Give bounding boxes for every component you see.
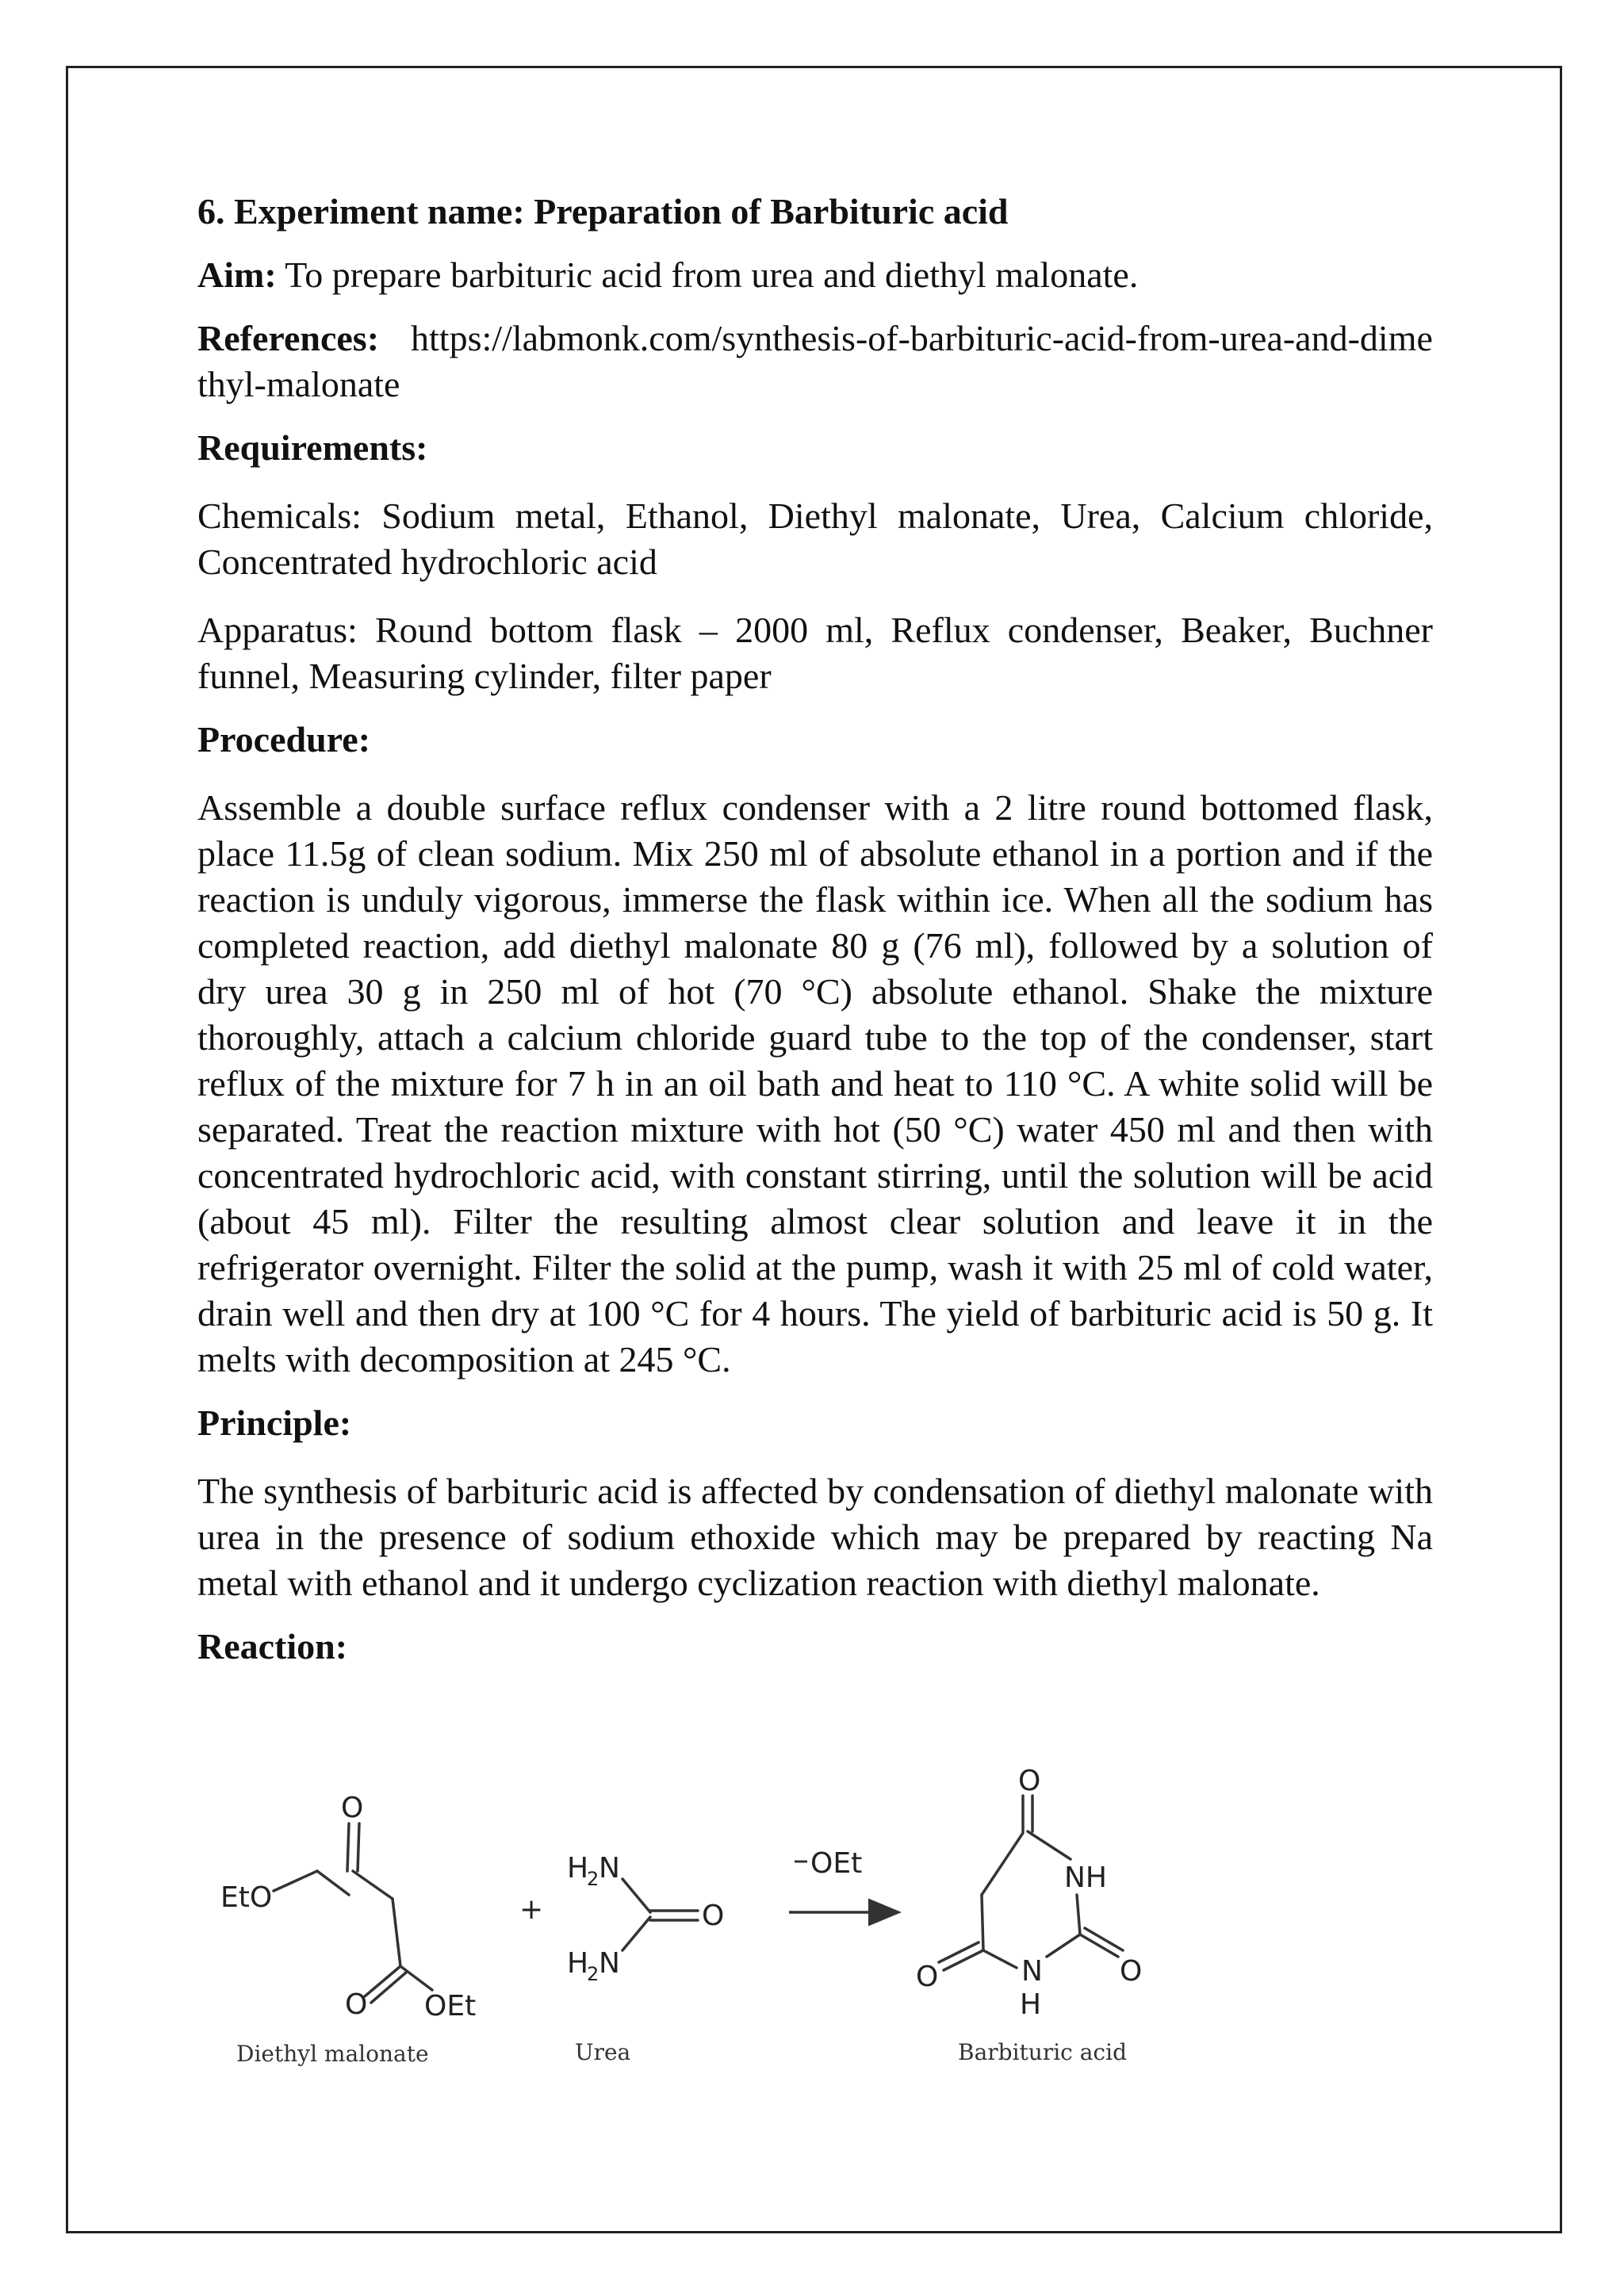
reaction-diagram bbox=[198, 1760, 1372, 2077]
principle-heading: Principle: bbox=[197, 1402, 352, 1443]
reagent-ethoxide: OEt bbox=[810, 1847, 863, 1880]
apparatus-paragraph: Apparatus: Round bottom flask – 2000 ml, Reflux condenser, Beaker, Buchner funnel, Measuring cylinder, filter paper bbox=[197, 610, 1433, 696]
plus-sign: + bbox=[519, 1893, 544, 1926]
requirements-heading: Requirements: bbox=[197, 427, 428, 468]
barbituric-h-bottom: H bbox=[1020, 1988, 1042, 2021]
urea-sub-bottom: 2 bbox=[587, 1963, 599, 1985]
reaction-scheme bbox=[198, 1760, 1372, 2077]
reaction-arrow bbox=[789, 1847, 896, 1912]
barbituric-n-bottom: N bbox=[1021, 1955, 1043, 1988]
barbituric-left-oxygen: O bbox=[916, 1961, 939, 1993]
malonate-eto-group: EtO bbox=[220, 1881, 273, 1914]
barbituric-nh-top: NH bbox=[1064, 1862, 1107, 1894]
references-label: References: bbox=[197, 318, 380, 358]
urea-carbonyl-oxygen: O bbox=[702, 1900, 725, 1932]
procedure-heading: Procedure: bbox=[197, 719, 371, 760]
aim-label: Aim: bbox=[197, 254, 277, 295]
aim-paragraph bbox=[197, 252, 1433, 298]
reaction-heading: Reaction: bbox=[197, 1626, 348, 1667]
urea-n-bottom: N bbox=[599, 1947, 620, 1980]
references-link[interactable]: https://labmonk.com/synthesis-of-barbituric-acid-from-urea-and-dimethyl-malonate bbox=[197, 318, 1433, 404]
malonate-carbonyl-oxygen-1: O bbox=[341, 1792, 364, 1824]
barbituric-right-oxygen: O bbox=[1120, 1955, 1143, 1988]
malonate-oet-group: OEt bbox=[424, 1990, 477, 2022]
urea-h-top: H bbox=[567, 1852, 589, 1885]
diethyl-malonate-label: Diethyl malonate bbox=[236, 2041, 429, 2067]
aim-text: To prepare barbituric acid from urea and diethyl malonate. bbox=[276, 254, 1139, 295]
urea-structure bbox=[567, 1852, 724, 2065]
urea-label: Urea bbox=[575, 2039, 631, 2065]
diethyl-malonate-structure bbox=[220, 1792, 476, 2067]
principle-paragraph: The synthesis of barbituric acid is affected by condensation of diethyl malonate with urea in the presence of sodium ethoxide which may be prepared by reacting Na metal with ethanol and it undergo cyclization reaction with diethyl malonate. bbox=[197, 1471, 1433, 1603]
barbituric-acid-label: Barbituric acid bbox=[958, 2039, 1127, 2065]
urea-n-top: N bbox=[599, 1852, 620, 1885]
experiment-title: 6. Experiment name: Preparation of Barbituric acid bbox=[197, 191, 1009, 232]
procedure-paragraph: Assemble a double surface reflux condenser with a 2 litre round bottomed flask, place 11.5g of clean sodium. Mix 250 ml of absolute ethanol in a portion and if the reaction is unduly vigorous, immerse the flask within ice. When all the sodium has completed reaction, add diethyl malonate 80 g (76 ml), followed by a solution of dry urea 30 g in 250 ml of hot (70 °C) absolute ethanol. Shake the mixture thoroughly, attach a calcium chloride guard tube to the top of the condenser, start reflux of the mixture for 7 h in an oil bath and heat to 110 °C. A white solid will be separated. Treat the reaction mixture with hot (50 °C) water 450 ml and then with concentrated hydrochloric acid, with constant stirring, until the solution will be acid (about 45 ml). Filter the resulting almost clear solution and leave it in the refrigerator overnight. Filter the solid at the pump, wash it with 25 ml of cold water, drain well and then dry at 100 °C for 4 hours. The yield of barbituric acid is 50 g. It melts with decomposition at 245 °C. bbox=[197, 787, 1433, 1380]
urea-h-bottom: H bbox=[567, 1947, 589, 1980]
barbituric-top-oxygen: O bbox=[1018, 1765, 1041, 1797]
chemicals-paragraph: Chemicals: Sodium metal, Ethanol, Diethyl malonate, Urea, Calcium chloride, Concentrated hydrochloric acid bbox=[197, 496, 1433, 582]
urea-sub-top: 2 bbox=[587, 1868, 599, 1890]
references-paragraph bbox=[197, 316, 1433, 408]
malonate-carbonyl-oxygen-2: O bbox=[345, 1988, 368, 2021]
barbituric-acid-structure bbox=[916, 1765, 1142, 2065]
document-body bbox=[197, 189, 1433, 1670]
